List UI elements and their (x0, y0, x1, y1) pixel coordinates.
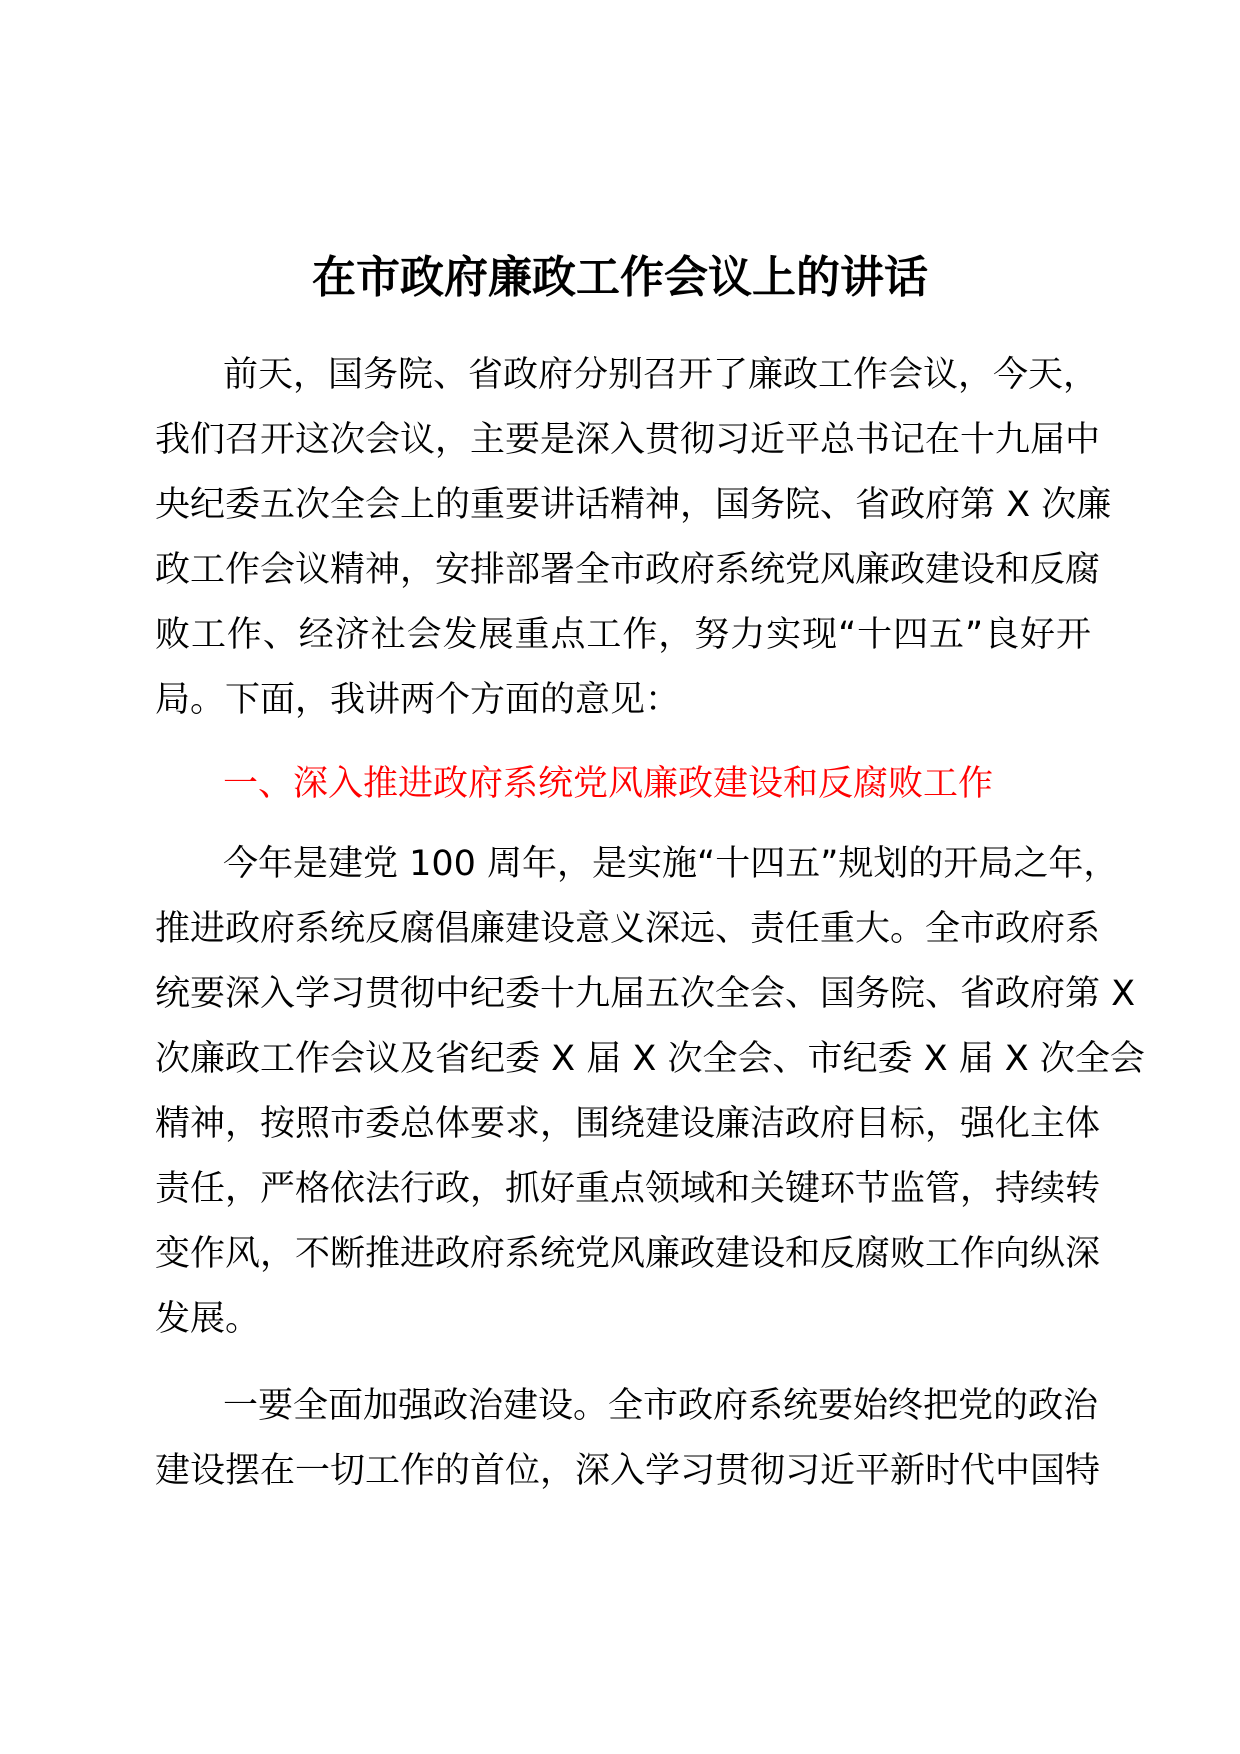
paragraph-line: 今年是建党 100 周年，是实施“十四五”规划的开局之年， (223, 844, 1119, 884)
paragraph-line: 败工作、经济社会发展重点工作，努力实现“十四五”良好开 (155, 615, 1091, 655)
paragraph-line: 建设摆在一切工作的首位，深入学习贯彻习近平新时代中国特 (155, 1451, 1101, 1491)
paragraph-line: 局。下面，我讲两个方面的意见： (155, 680, 681, 720)
paragraph-line: 我们召开这次会议，主要是深入贯彻习近平总书记在十九届中 (155, 420, 1101, 460)
paragraph-line: 推进政府系统反腐倡廉建设意义深远、责任重大。全市政府系 (155, 909, 1101, 949)
paragraph-section-1 (155, 832, 1145, 1352)
paragraph-line: 一要全面加强政治建设。全市政府系统要始终把党的政治 (223, 1386, 1099, 1426)
section-heading-1: 一、深入推进政府系统党风廉政建设和反腐败工作 (223, 764, 994, 804)
paragraph-line: 统要深入学习贯彻中纪委十九届五次全会、国务院、省政府第 X (155, 974, 1136, 1014)
paragraph-line: 精神，按照市委总体要求，围绕建设廉洁政府目标，强化主体 (155, 1104, 1101, 1144)
paragraph-line: 责任，严格依法行政，抓好重点领域和关键环节监管，持续转 (155, 1169, 1101, 1209)
paragraph-line: 前天，国务院、省政府分别召开了廉政工作会议，今天， (223, 355, 1099, 395)
paragraph-line: 政工作会议精神，安排部署全市政府系统党风廉政建设和反腐 (155, 550, 1101, 590)
paragraph-line: 次廉政工作会议及省纪委 X 届 X 次全会、市纪委 X 届 X 次全会 (155, 1039, 1145, 1079)
paragraph-line: 变作风，不断推进政府系统党风廉政建设和反腐败工作向纵深 (155, 1234, 1101, 1274)
paragraph-line: 央纪委五次全会上的重要讲话精神，国务院、省政府第 X 次廉 (155, 485, 1112, 525)
paragraph-line: 发展。 (155, 1299, 261, 1339)
paragraph-political-building (155, 1374, 1101, 1504)
document-title: 在市政府廉政工作会议上的讲话 (312, 252, 928, 303)
paragraph-intro (155, 343, 1112, 733)
